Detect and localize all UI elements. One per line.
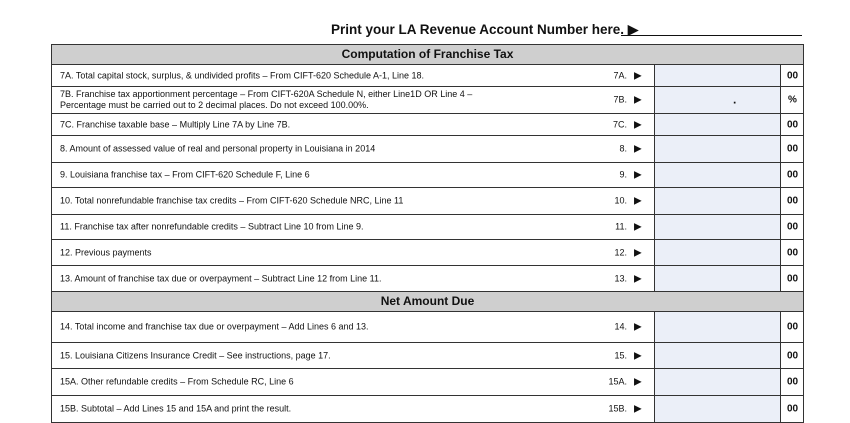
- amount-input[interactable]: [654, 87, 781, 113]
- arrow-right-icon: ▶: [634, 169, 642, 181]
- line-description: 12. Previous payments: [60, 247, 152, 257]
- form-line-row: [52, 136, 803, 163]
- cents-box: [780, 163, 804, 187]
- arrow-right-icon: ▶: [634, 119, 642, 130]
- cents-box: [780, 114, 804, 135]
- amount-input[interactable]: [654, 396, 781, 422]
- cents-suffix: 00: [786, 403, 799, 415]
- arrow-right-icon: ▶: [634, 221, 642, 233]
- amount-input[interactable]: [654, 163, 781, 187]
- section-header: Computation of Franchise Tax: [52, 45, 803, 65]
- line-description: 10. Total nonrefundable franchise tax credits – From CIFT-620 Schedule NRC, Line 11: [60, 195, 404, 206]
- cents-suffix: 00: [786, 119, 799, 130]
- amount-input[interactable]: [654, 215, 781, 239]
- line-number: 12.: [614, 247, 627, 257]
- line-number: 15B.: [608, 403, 627, 414]
- line-description: 7C. Franchise taxable base – Multiply Line 7A by Line 7B.: [60, 119, 291, 129]
- cents-box: [780, 215, 804, 239]
- cents-box: [780, 396, 804, 422]
- line-number: 7C.: [612, 119, 627, 129]
- form-line-row: [52, 312, 803, 343]
- cents-suffix: 00: [786, 376, 799, 388]
- arrow-right-icon: ▶: [634, 70, 642, 81]
- form-line-row: [52, 396, 803, 423]
- cents-suffix: 00: [786, 273, 799, 284]
- line-description: 11. Franchise tax after nonrefundable credits – Subtract Line 10 from Line 9.: [60, 221, 364, 232]
- form-line-row: [52, 266, 803, 292]
- line-description: 13. Amount of franchise tax due or overpayment – Subtract Line 12 from Line 11.: [60, 273, 382, 283]
- form-line-row: [52, 188, 803, 215]
- amount-input[interactable]: [654, 65, 781, 86]
- cents-suffix: %: [788, 94, 797, 106]
- line-number: 8.: [619, 143, 627, 154]
- cents-suffix: 00: [786, 195, 799, 207]
- line-description: 15A. Other refundable credits – From Schedule RC, Line 6: [60, 376, 294, 387]
- line-description: 15B. Subtotal – Add Lines 15 and 15A and print the result.: [60, 403, 292, 414]
- arrow-right-icon: ▶: [634, 247, 642, 258]
- amount-input[interactable]: [654, 266, 781, 291]
- cents-suffix: 00: [786, 70, 799, 81]
- form-line-row: [52, 343, 803, 369]
- arrow-right-icon: ▶: [634, 273, 642, 284]
- form-line-row: [52, 114, 803, 136]
- franchise-tax-form: [51, 44, 804, 423]
- form-line-row: [52, 65, 803, 87]
- decimal-point: .: [733, 92, 737, 107]
- line-number: 14.: [614, 321, 627, 332]
- cents-suffix: 00: [786, 221, 799, 233]
- amount-input[interactable]: [654, 312, 781, 342]
- cents-box: [780, 188, 804, 214]
- arrow-right-icon: ▶: [634, 195, 642, 207]
- amount-input[interactable]: [654, 136, 781, 162]
- cents-box: [780, 65, 804, 86]
- account-number-text: Print your LA Revenue Account Number here.: [331, 22, 625, 37]
- line-number: 7A.: [613, 70, 627, 80]
- cents-box: [780, 87, 804, 113]
- cents-box: [780, 312, 804, 342]
- amount-input[interactable]: [654, 343, 781, 368]
- cents-suffix: 00: [786, 169, 799, 181]
- account-number-field[interactable]: [621, 35, 802, 36]
- line-description: 7A. Total capital stock, surplus, & undivided profits – From CIFT-620 Schedule A-1, Line 18.: [60, 70, 425, 80]
- amount-input[interactable]: [654, 188, 781, 214]
- line-description: 15. Louisiana Citizens Insurance Credit – See instructions, page 17.: [60, 350, 331, 360]
- section-header: Net Amount Due: [52, 292, 803, 312]
- cents-box: [780, 343, 804, 368]
- form-line-row: [52, 87, 803, 114]
- line-number: 9.: [619, 169, 627, 180]
- form-line-row: [52, 163, 803, 188]
- line-description: 9. Louisiana franchise tax – From CIFT-620 Schedule F, Line 6: [60, 169, 310, 180]
- line-number: 15.: [614, 350, 627, 360]
- form-line-row: [52, 240, 803, 266]
- arrow-right-icon: ▶: [634, 403, 642, 415]
- form-line-row: [52, 369, 803, 396]
- amount-input[interactable]: [654, 240, 781, 265]
- cents-box: [780, 266, 804, 291]
- cents-box: [780, 240, 804, 265]
- arrow-right-icon: ▶: [627, 22, 639, 37]
- arrow-right-icon: ▶: [634, 376, 642, 388]
- line-number: 11.: [615, 221, 627, 232]
- line-number: 10.: [614, 195, 627, 206]
- cents-suffix: 00: [786, 143, 799, 155]
- amount-input[interactable]: [654, 369, 781, 395]
- cents-suffix: 00: [786, 247, 799, 258]
- arrow-right-icon: ▶: [634, 350, 642, 361]
- arrow-right-icon: ▶: [634, 321, 642, 333]
- cents-suffix: 00: [786, 321, 799, 333]
- arrow-right-icon: ▶: [634, 94, 642, 106]
- form-line-row: [52, 215, 803, 240]
- arrow-right-icon: ▶: [634, 143, 642, 155]
- line-description: 7B. Franchise tax apportionment percentage – From CIFT-620A Schedule N, either Line1D OR Line 4 – Percentage must be carried out to 2 decimal places. Do not exceed 100.00%.: [60, 89, 473, 110]
- line-number: 15A.: [608, 376, 627, 387]
- cents-box: [780, 369, 804, 395]
- line-number: 7B.: [613, 94, 627, 105]
- line-description: 8. Amount of assessed value of real and personal property in Louisiana in 2014: [60, 143, 376, 154]
- cents-box: [780, 136, 804, 162]
- line-description: 14. Total income and franchise tax due or overpayment – Add Lines 6 and 13.: [60, 321, 369, 332]
- account-number-label: [331, 22, 638, 38]
- amount-input[interactable]: [654, 114, 781, 135]
- line-number: 13.: [614, 273, 627, 283]
- cents-suffix: 00: [786, 350, 799, 361]
